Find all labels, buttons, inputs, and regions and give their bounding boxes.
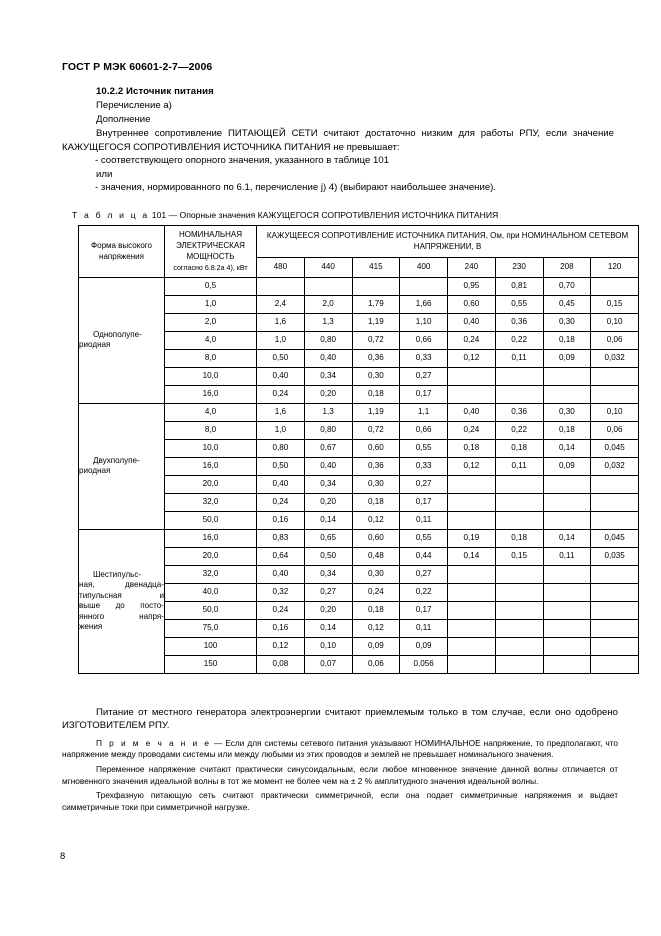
cell-impedance-120 [591, 655, 639, 673]
cell-impedance-400: 0,55 [400, 439, 448, 457]
cell-impedance-230 [495, 385, 543, 403]
cell-impedance-240 [448, 475, 496, 493]
note-body: Если для системы сетевого питания указывают НОМИНАЛЬНОЕ напряжение, то предполагают, что напряжение между проводами системы или между любыми из этих проводов и землей не превышает номинального значения. [62, 737, 618, 760]
cell-impedance-230 [495, 619, 543, 637]
cell-nominal-power: 32,0 [165, 565, 257, 583]
cell-impedance-440: 0,80 [304, 331, 352, 349]
cell-impedance-440: 0,34 [304, 367, 352, 385]
cell-impedance-208 [543, 511, 591, 529]
cell-impedance-240: 0,19 [448, 529, 496, 547]
cell-impedance-415: 0,18 [352, 601, 400, 619]
cell-impedance-208 [543, 619, 591, 637]
clause-dash-item-2: - значения, нормированного по 6.1, перечисление j) 4) (выбирают наибольшее значение). [95, 182, 497, 194]
table-row [79, 277, 639, 295]
cell-nominal-power: 20,0 [165, 475, 257, 493]
cell-impedance-400: 0,55 [400, 529, 448, 547]
impedance-table [78, 225, 639, 674]
cell-impedance-480: 0,24 [257, 385, 305, 403]
cell-impedance-240 [448, 511, 496, 529]
cell-nominal-power: 10,0 [165, 367, 257, 385]
cell-impedance-415: 0,06 [352, 655, 400, 673]
cell-impedance-480: 0,24 [257, 601, 305, 619]
cell-impedance-480: 0,50 [257, 349, 305, 367]
cell-impedance-208 [543, 637, 591, 655]
cell-impedance-208: 0,14 [543, 439, 591, 457]
cell-impedance-415 [352, 277, 400, 295]
cell-impedance-480: 0,32 [257, 583, 305, 601]
cell-impedance-240: 0,24 [448, 331, 496, 349]
cell-impedance-400: 0,056 [400, 655, 448, 673]
cell-impedance-240 [448, 655, 496, 673]
cell-nominal-power: 16,0 [165, 385, 257, 403]
cell-impedance-230: 0,18 [495, 529, 543, 547]
cell-impedance-240 [448, 385, 496, 403]
header-voltage-415: 415 [352, 257, 400, 277]
header-form-of-high-voltage: Форма высокого напряжения [79, 226, 165, 278]
cell-impedance-480: 2,4 [257, 295, 305, 313]
cell-impedance-400: 0,09 [400, 637, 448, 655]
cell-impedance-440: 0,40 [304, 349, 352, 367]
header-voltage-480: 480 [257, 257, 305, 277]
cell-impedance-230 [495, 475, 543, 493]
cell-impedance-415: 0,60 [352, 439, 400, 457]
cell-impedance-208 [543, 565, 591, 583]
cell-impedance-230: 0,81 [495, 277, 543, 295]
table-header-row-1 [79, 226, 639, 258]
cell-impedance-400: 0,66 [400, 331, 448, 349]
header-voltage-208: 208 [543, 257, 591, 277]
cell-form-of-high-voltage: Однополупе- риодная [79, 277, 165, 403]
cell-impedance-480: 0,80 [257, 439, 305, 457]
cell-impedance-208 [543, 583, 591, 601]
cell-nominal-power: 100 [165, 637, 257, 655]
header-power-sub: согласно 6.8.2a 4), кВт [173, 264, 248, 272]
cell-impedance-440: 0,07 [304, 655, 352, 673]
cell-impedance-230 [495, 637, 543, 655]
cell-impedance-120 [591, 619, 639, 637]
cell-impedance-440: 0,34 [304, 475, 352, 493]
cell-impedance-480: 0,12 [257, 637, 305, 655]
cell-impedance-400: 0,33 [400, 349, 448, 367]
cell-impedance-415: 1,19 [352, 313, 400, 331]
note-dash: — [214, 737, 223, 748]
cell-impedance-480: 1,0 [257, 331, 305, 349]
cell-nominal-power: 1,0 [165, 295, 257, 313]
cell-impedance-208: 0,18 [543, 421, 591, 439]
cell-impedance-400: 0,66 [400, 421, 448, 439]
cell-impedance-400: 0,33 [400, 457, 448, 475]
cell-impedance-120 [591, 565, 639, 583]
header-nominal-electric-power [165, 226, 257, 278]
cell-impedance-440 [304, 277, 352, 295]
cell-impedance-400: 0,11 [400, 511, 448, 529]
cell-impedance-440: 0,14 [304, 619, 352, 637]
cell-impedance-415: 0,18 [352, 493, 400, 511]
cell-nominal-power: 4,0 [165, 331, 257, 349]
cell-impedance-208: 0,09 [543, 349, 591, 367]
cell-impedance-120: 0,032 [591, 457, 639, 475]
cell-impedance-480: 1,0 [257, 421, 305, 439]
cell-impedance-480: 0,40 [257, 367, 305, 385]
cell-impedance-240: 0,12 [448, 457, 496, 475]
cell-impedance-400: 0,44 [400, 547, 448, 565]
cell-impedance-120 [591, 511, 639, 529]
cell-impedance-120: 0,10 [591, 313, 639, 331]
cell-impedance-120: 0,06 [591, 331, 639, 349]
cell-impedance-480 [257, 277, 305, 295]
cell-impedance-440: 0,50 [304, 547, 352, 565]
cell-impedance-120 [591, 385, 639, 403]
cell-nominal-power: 8,0 [165, 349, 257, 367]
cell-impedance-240: 0,95 [448, 277, 496, 295]
table-row [79, 529, 639, 547]
cell-impedance-480: 0,16 [257, 619, 305, 637]
cell-impedance-230 [495, 565, 543, 583]
cell-impedance-400: 0,22 [400, 583, 448, 601]
cell-impedance-120 [591, 583, 639, 601]
cell-impedance-208 [543, 493, 591, 511]
cell-impedance-415: 0,36 [352, 349, 400, 367]
cell-impedance-415: 0,72 [352, 331, 400, 349]
cell-impedance-208 [543, 655, 591, 673]
cell-nominal-power: 40,0 [165, 583, 257, 601]
cell-nominal-power: 8,0 [165, 421, 257, 439]
header-voltage-400: 400 [400, 257, 448, 277]
cell-nominal-power: 0,5 [165, 277, 257, 295]
cell-nominal-power: 16,0 [165, 457, 257, 475]
header-power-main: НОМИНАЛЬНАЯ ЭЛЕКТРИЧЕСКАЯ МОЩНОСТЬ [176, 230, 245, 261]
cell-impedance-120 [591, 277, 639, 295]
cell-impedance-120 [591, 601, 639, 619]
table-row [79, 403, 639, 421]
cell-impedance-400: 1,10 [400, 313, 448, 331]
cell-nominal-power: 32,0 [165, 493, 257, 511]
cell-impedance-440: 1,3 [304, 313, 352, 331]
cell-impedance-240: 0,40 [448, 403, 496, 421]
cell-impedance-400: 0,11 [400, 619, 448, 637]
cell-impedance-415: 0,30 [352, 565, 400, 583]
tail-paragraphs [62, 706, 618, 813]
cell-impedance-208: 0,30 [543, 313, 591, 331]
cell-impedance-120: 0,045 [591, 529, 639, 547]
cell-nominal-power: 16,0 [165, 529, 257, 547]
cell-impedance-120: 0,045 [591, 439, 639, 457]
cell-impedance-230 [495, 367, 543, 385]
cell-impedance-120 [591, 493, 639, 511]
cell-impedance-240: 0,24 [448, 421, 496, 439]
cell-impedance-400: 1,1 [400, 403, 448, 421]
cell-impedance-440: 0,80 [304, 421, 352, 439]
cell-impedance-415: 0,36 [352, 457, 400, 475]
cell-impedance-230: 0,22 [495, 421, 543, 439]
cell-impedance-230: 0,36 [495, 403, 543, 421]
cell-impedance-440: 0,14 [304, 511, 352, 529]
cell-impedance-400: 0,17 [400, 601, 448, 619]
cell-impedance-208: 0,70 [543, 277, 591, 295]
cell-impedance-480: 0,16 [257, 511, 305, 529]
table-head [79, 226, 639, 278]
cell-impedance-240: 0,18 [448, 439, 496, 457]
table-caption [72, 210, 498, 220]
page-number: 8 [60, 850, 66, 861]
cell-impedance-230 [495, 601, 543, 619]
cell-impedance-240 [448, 601, 496, 619]
cell-impedance-120: 0,10 [591, 403, 639, 421]
cell-impedance-440: 0,20 [304, 493, 352, 511]
cell-impedance-480: 0,24 [257, 493, 305, 511]
cell-impedance-240 [448, 637, 496, 655]
cell-impedance-230: 0,11 [495, 457, 543, 475]
clause-title: 10.2.2 Источник питания [96, 86, 214, 97]
cell-impedance-415: 0,09 [352, 637, 400, 655]
cell-impedance-240 [448, 565, 496, 583]
cell-impedance-415: 0,12 [352, 619, 400, 637]
cell-impedance-120: 0,032 [591, 349, 639, 367]
cell-impedance-240: 0,60 [448, 295, 496, 313]
cell-nominal-power: 2,0 [165, 313, 257, 331]
table-caption-title: Опорные значения КАЖУЩЕГОСЯ СОПРОТИВЛЕНИЯ ИСТОЧНИКА ПИТАНИЯ [179, 210, 499, 220]
cell-impedance-400: 0,27 [400, 367, 448, 385]
cell-impedance-230: 0,36 [495, 313, 543, 331]
running-header: ГОСТ Р МЭК 60601-2-7—2006 [62, 61, 213, 73]
cell-impedance-400: 0,27 [400, 565, 448, 583]
cell-impedance-230: 0,55 [495, 295, 543, 313]
header-voltage-230: 230 [495, 257, 543, 277]
cell-nominal-power: 50,0 [165, 511, 257, 529]
cell-impedance-480: 0,64 [257, 547, 305, 565]
cell-impedance-240: 0,14 [448, 547, 496, 565]
cell-impedance-440: 1,3 [304, 403, 352, 421]
cell-impedance-208 [543, 601, 591, 619]
cell-impedance-120 [591, 637, 639, 655]
header-voltage-120: 120 [591, 257, 639, 277]
cell-nominal-power: 75,0 [165, 619, 257, 637]
cell-impedance-480: 0,40 [257, 565, 305, 583]
clause-paragraph: Внутреннее сопротивление ПИТАЮЩЕЙ СЕТИ считают достаточно низким для работы РПУ, если значение КАЖУЩЕГОСЯ СОПРОТИВЛЕНИЯ ИСТОЧНИКА ПИТАНИЯ не превышает: [62, 128, 614, 153]
note-sinusoidal-wave: Переменное напряжение считают практически синусоидальным, если любое мгновенное значение данной волны отличается от мгновенного значения идеальной волны в тот же момент не более чем на ± 2 % амплитудного значения идеальной волны. [62, 764, 618, 786]
cell-impedance-120: 0,15 [591, 295, 639, 313]
cell-impedance-440: 0,40 [304, 457, 352, 475]
cell-impedance-440: 0,10 [304, 637, 352, 655]
cell-impedance-400 [400, 277, 448, 295]
header-impedance-group: КАЖУЩЕЕСЯ СОПРОТИВЛЕНИЕ ИСТОЧНИКА ПИТАНИЯ, Ом, при НОМИНАЛЬНОМ СЕТЕВОМ НАПРЯЖЕНИИ, В [257, 226, 639, 258]
cell-nominal-power: 50,0 [165, 601, 257, 619]
cell-impedance-415: 1,19 [352, 403, 400, 421]
cell-impedance-120 [591, 367, 639, 385]
cell-impedance-415: 0,48 [352, 547, 400, 565]
cell-impedance-440: 0,34 [304, 565, 352, 583]
cell-impedance-240: 0,40 [448, 313, 496, 331]
cell-form-of-high-voltage: Шестипульс- ная, двенадца- типульсная и выше до посто- янного напря- жения [79, 529, 165, 673]
cell-impedance-440: 0,65 [304, 529, 352, 547]
cell-impedance-440: 0,20 [304, 385, 352, 403]
cell-impedance-440: 2,0 [304, 295, 352, 313]
cell-impedance-208: 0,18 [543, 331, 591, 349]
table-caption-label: Т а б л и ц а [72, 210, 150, 220]
cell-impedance-230: 0,18 [495, 439, 543, 457]
cell-impedance-240: 0,12 [448, 349, 496, 367]
impedance-table-wrapper [78, 225, 638, 674]
cell-impedance-400: 0,27 [400, 475, 448, 493]
cell-impedance-415: 1,79 [352, 295, 400, 313]
cell-impedance-230: 0,11 [495, 349, 543, 367]
clause-dash-item-1: - соответствующего опорного значения, указанного в таблице 101 [95, 155, 390, 167]
cell-impedance-400: 1,66 [400, 295, 448, 313]
cell-impedance-480: 1,6 [257, 403, 305, 421]
clause-addition-line: Дополнение [96, 114, 151, 126]
clause-block [62, 86, 614, 194]
cell-nominal-power: 150 [165, 655, 257, 673]
cell-impedance-440: 0,27 [304, 583, 352, 601]
cell-impedance-480: 0,50 [257, 457, 305, 475]
cell-impedance-120: 0,06 [591, 421, 639, 439]
cell-impedance-480: 0,40 [257, 475, 305, 493]
cell-impedance-230 [495, 493, 543, 511]
cell-impedance-208 [543, 367, 591, 385]
cell-impedance-230 [495, 511, 543, 529]
cell-impedance-120: 0,035 [591, 547, 639, 565]
header-voltage-440: 440 [304, 257, 352, 277]
cell-impedance-208: 0,45 [543, 295, 591, 313]
cell-impedance-230 [495, 583, 543, 601]
clause-or-item: или [96, 168, 113, 180]
cell-impedance-415: 0,60 [352, 529, 400, 547]
cell-nominal-power: 10,0 [165, 439, 257, 457]
cell-impedance-208 [543, 385, 591, 403]
cell-impedance-415: 0,30 [352, 367, 400, 385]
cell-impedance-480: 0,83 [257, 529, 305, 547]
cell-impedance-240 [448, 493, 496, 511]
cell-impedance-415: 0,24 [352, 583, 400, 601]
cell-impedance-415: 0,12 [352, 511, 400, 529]
cell-impedance-208 [543, 475, 591, 493]
clause-listing-line: Перечисление a) [96, 100, 172, 111]
cell-impedance-415: 0,18 [352, 385, 400, 403]
cell-impedance-120 [591, 475, 639, 493]
cell-form-of-high-voltage: Двухполупе- риодная [79, 403, 165, 529]
table-caption-dash: — [168, 210, 178, 220]
cell-impedance-208: 0,09 [543, 457, 591, 475]
paragraph-local-generator: Питание от местного генератора электроэнергии считают приемлемым только в том случае, если оно одобрено ИЗГОТОВИТЕЛЕМ РПУ. [62, 707, 618, 732]
cell-impedance-440: 0,67 [304, 439, 352, 457]
note-label: П р и м е ч а н и е [96, 737, 212, 748]
header-voltage-240: 240 [448, 257, 496, 277]
cell-impedance-240 [448, 583, 496, 601]
table-caption-number: 101 [151, 210, 167, 220]
note-three-phase-network: Трехфазную питающую сеть считают практически симметричной, если она подает симметричные напряжения и выдает симметричные токи при симметричной нагрузке. [62, 790, 618, 812]
cell-impedance-230: 0,22 [495, 331, 543, 349]
cell-impedance-208: 0,11 [543, 547, 591, 565]
cell-nominal-power: 4,0 [165, 403, 257, 421]
cell-impedance-240 [448, 619, 496, 637]
note-nominal-voltage [62, 738, 618, 761]
cell-impedance-415: 0,72 [352, 421, 400, 439]
cell-impedance-208: 0,30 [543, 403, 591, 421]
cell-impedance-415: 0,30 [352, 475, 400, 493]
cell-impedance-400: 0,17 [400, 385, 448, 403]
cell-impedance-230: 0,15 [495, 547, 543, 565]
cell-impedance-480: 1,6 [257, 313, 305, 331]
table-body [79, 277, 639, 673]
cell-impedance-230 [495, 655, 543, 673]
cell-impedance-400: 0,17 [400, 493, 448, 511]
cell-impedance-440: 0,20 [304, 601, 352, 619]
cell-nominal-power: 20,0 [165, 547, 257, 565]
cell-impedance-480: 0,08 [257, 655, 305, 673]
cell-impedance-208: 0,14 [543, 529, 591, 547]
cell-impedance-240 [448, 367, 496, 385]
